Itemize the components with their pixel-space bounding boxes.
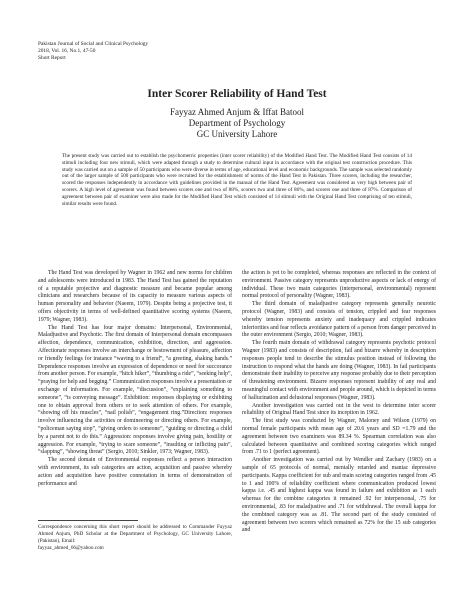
department: Department of Psychology — [188, 118, 286, 128]
right-column — [242, 270, 436, 535]
footnote-text: Correspondence concerning this short report should be addressed to Commander Fayyaz Ahmed Anjum, PhD Scholar at the Department of Psychology, GC University Lahore, (Pakistan), Email: — [38, 524, 232, 544]
body-paragraph: Another investigation was carried out in the west to determine inter scorer reliability of Original Hand Test since its inception in 1962. — [242, 402, 436, 417]
university: GC University Lahore — [196, 129, 278, 139]
article-type: Short Report — [38, 55, 66, 62]
left-column — [38, 270, 232, 488]
body-paragraph: The third domain of maladjustive category represents generally neurotic protocol (Wagner, 1983) and consists of tension, crippled and fear responses whereby tension represents anxiety and inadequacy and crippled indicates inferiorities and fear reflects avoidance pattern of a person from danger perceived in the outer environment (Sergio, 2010; Wagner, 1983). — [242, 301, 436, 339]
abstract: The present study was carried out to establish the psychometric properties (inter scorer reliability) of the Modified Hand Test. The Modified Hand Test consists of 14 stimuli including four new stimuli, which were adapted through a study to determine cultural input in accordance with the original test construction procedure. This study was carried out on a sample of 50 participants who were diverse in terms of age, educational level and economic backgrounds. The sample was selected randomly out of the larger sample of 500 participants who were recruited for the establishment of norms of the Hand Test in Pakistan. Three scorers, including the researcher, scored the responses independently in accordance with guidelines provided in the manual of the Hand Test. Agreement was considered as very high between pair of scorers. A high level of agreement was found between scorers one and two of 88%, scorers two and three of 86%, and scorers one and three of 87%. Comparison of agreement between pair of examiner were also made for the Modified Hand Test which consisted of 14 stimuli with the Original Hand Test comprising of ten stimuli, similar results were found. — [62, 153, 412, 207]
body-paragraph: The Hand Test was developed by Wagner in 1962 and new norms for children and adolescents were introduced in 1983. The Hand Test has gained the reputation of a reputable projective and diagnostic measure and became popular among clinicians and researchers because of its capacity to measure various aspects of human personality and behavior (Naeem, 1979). Despite being a projective test, it offers objectivity in terms of well-defined quantitative scoring systems (Naeem, 1979; Wagner, 1983). — [38, 270, 232, 323]
footnote-email[interactable]: fayyaz_ahmed_66@yahoo.com — [38, 545, 104, 551]
journal-volume: 2018, Vol. 16, No.1, 47-50 — [38, 48, 96, 55]
body-paragraph: The first study was conducted by Wagner, Maloney and Wilson (1979) on normal female participants with mean age of 20.6 years and SD =1.79 and the agreement between two examiners was 89.34 %. Spearman correlation was also calculated between quantitative and combined scoring categories which ranged from .71 to 1 (perfect agreement). — [242, 418, 436, 456]
journal-header — [38, 41, 148, 63]
authors: Fayyaz Ahmed Anjum & Iffat Batool — [169, 107, 305, 117]
paper-title: Inter Scorer Reliability of Hand Test — [147, 88, 327, 100]
body-paragraph: The Hand Test has four major domains: Interpersonal, Environmental, Maladjustive and Psychotic. The first domain of Interpersonal domain encompasses affection, dependence, communication, exhibition, direction, and aggression. Affectionate responses involve an interchange or bestowment of pleasure, affection or friendly feelings for instance “waving to a friend”, “a greeting, shaking hands.” Dependence responses involve an expression of dependence or need for succorance from another person. For example, “hitch hiker”, “thumbing a ride”, “seeking help”, “praying for help and begging.” Communication responses involve a presentation or exchange of information. For example, “discussion”, “explaining something to someone”, “is conveying message”. Exhibition: responses displaying or exhibiting one to obtain approval from others or to seek attention of others. For example, “showing off his muscles”, “nail polish”, “engagement ring.”Direction: responses involve influencing the activities or domineering or directing others. For example, “policeman saying stop”, “giving orders to someone”, “guiding or directing a child by a parent not to do this.” Aggression: responses involve giving pain, hostility or aggression. For example, “trying to scare someone”, “insulting or inflicting pain”, “slapping”, “showing threat” (Sergio, 2010; Sinkler, 1973; Wagner, 1983). — [38, 324, 233, 456]
author-block — [0, 107, 474, 140]
body-paragraph: Another investigation was carried out by Wendler and Zachary (1983) on a sample of 65 protocols of normal, mentally retarded and maniac depressive participants. Kappa coefficient for sub and main scoring categories ranged from .45 to 1 and 100% of reliability coefficient where communication produced lowest kappa i.e. .45 and highest kappa was found in failure and exhibition as 1 each whereas for the combine categories it remained .92 for interpersonal, .75 for environmental, .83 for maladjustive and .71 for withdrawal. The overall kappa for the combined category was as .81. The second part of the study consisted of agreement between two scorers which remained as 72% for the 15 sub categories and — [242, 457, 436, 534]
body-paragraph: the action is yet to be completed, whereas responses are reflected in the context of environment. Passive category represents unproductive aspects or lack of energy of individual. These two main categories (interpersonal, environmental) represent normal protocol of personality (Wagner, 1983). — [242, 270, 436, 300]
body-paragraph: The fourth main domain of withdrawal category represents psychotic protocol Wagner (1983) and consists of description, fail and bizarre whereby in description responses people tend to describe the stimulus position instead of following the instruction to respond what the hands are doing (Wagner, 1983). In fail participants demonstrate their inability to perceive any response probably due to their perception of threatening environment. Bizarre responses represent inability of any real and meaningful contact with environment and people around, which is depicted in terms of hallucination and delusional responses (Wagner, 1983). — [242, 340, 436, 401]
footnote — [38, 524, 232, 552]
journal-name: Pakistan Journal of Social and Clinical Psychology — [38, 41, 149, 47]
footnote-divider — [38, 520, 138, 521]
body-paragraph: The second domain of Environmental responses reflect a person interaction with environment, its sub categories are action, acquisition and passive whereby action and acquisition have positive connotation in terms of demonstration of performance and — [38, 457, 232, 487]
